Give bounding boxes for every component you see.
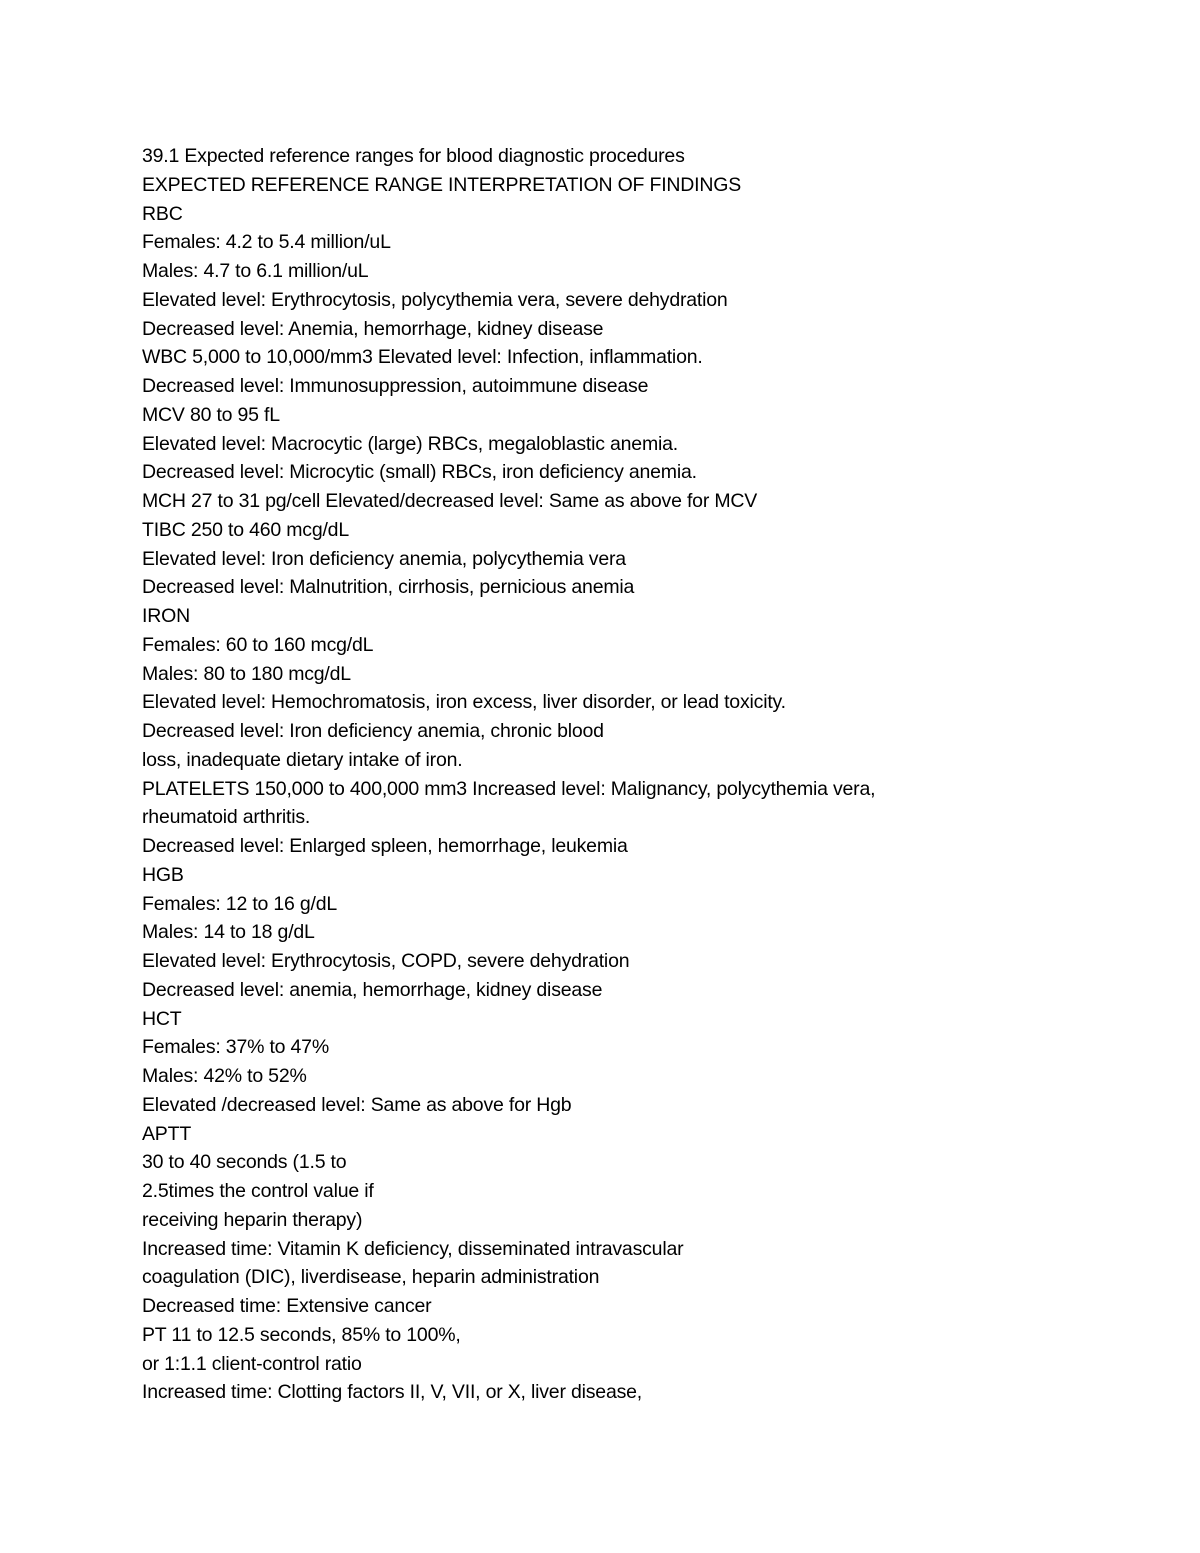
text-line: Elevated level: Iron deficiency anemia, polycythemia vera [142, 547, 626, 570]
text-line: RBC [142, 202, 183, 225]
text-line: Females: 4.2 to 5.4 million/uL [142, 231, 391, 254]
text-line: Decreased level: Microcytic (small) RBCs, iron deficiency anemia. [142, 461, 697, 484]
text-line: Decreased level: Immunosuppression, autoimmune disease [142, 375, 649, 397]
text-line: TIBC 250 to 460 mcg/dL [142, 518, 349, 541]
text-line: Females: 60 to 160 mcg/dL [142, 633, 374, 656]
text-line: Decreased level: Iron deficiency anemia, chronic blood [142, 720, 604, 742]
text-line: coagulation (DIC), liverdisease, heparin administration [142, 1266, 600, 1289]
text-line: Females: 37% to 47% [142, 1036, 329, 1059]
text-line: Decreased time: Extensive cancer [142, 1295, 432, 1317]
text-line: Decreased level: Malnutrition, cirrhosis, pernicious anemia [142, 576, 635, 599]
text-line: rheumatoid arthritis. [142, 806, 311, 829]
text-line: MCV 80 to 95 fL [142, 403, 280, 426]
text-line: IRON [142, 605, 190, 627]
text-line: Males: 4.7 to 6.1 million/uL [142, 260, 369, 282]
text-line: Elevated level: Hemochromatosis, iron excess, liver disorder, or lead toxicity. [142, 691, 786, 714]
text-line: Increased time: Clotting factors II, V, VII, or X, liver disease, [142, 1381, 642, 1404]
text-line: Elevated level: Macrocytic (large) RBCs, megaloblastic anemia. [142, 432, 678, 455]
text-line: Decreased level: Anemia, hemorrhage, kidney disease [142, 317, 604, 340]
text-line: PLATELETS 150,000 to 400,000 mm3 Increased level: Malignancy, polycythemia vera, [142, 777, 876, 800]
text-line: 30 to 40 seconds (1.5 to [142, 1151, 347, 1174]
text-line: Elevated /decreased level: Same as above for Hgb [142, 1093, 572, 1116]
text-line: APTT [142, 1122, 192, 1145]
text-line: Females: 12 to 16 g/dL [142, 892, 338, 915]
text-line: receiving heparin therapy) [142, 1208, 363, 1231]
text-line: Males: 14 to 18 g/dL [142, 921, 315, 944]
document-body [142, 142, 1142, 1407]
text-line: HCT [142, 1007, 182, 1030]
text-line: Elevated level: Erythrocytosis, polycythemia vera, severe dehydration [142, 288, 728, 311]
text-line: Males: 42% to 52% [142, 1065, 307, 1087]
table-header-line: EXPECTED REFERENCE RANGE INTERPRETATION OF FINDINGS [142, 173, 742, 196]
text-line: Decreased level: anemia, hemorrhage, kidney disease [142, 978, 603, 1001]
text-line: Males: 80 to 180 mcg/dL [142, 662, 351, 685]
text-line: loss, inadequate dietary intake of iron. [142, 748, 463, 771]
text-line: HGB [142, 863, 184, 886]
text-line: Increased time: Vitamin K deficiency, disseminated intravascular [142, 1237, 684, 1260]
text-line: or 1:1.1 client-control ratio [142, 1352, 362, 1375]
text-line: MCH 27 to 31 pg/cell Elevated/decreased level: Same as above for MCV [142, 490, 758, 512]
document-title: 39.1 Expected reference ranges for blood diagnostic procedures [142, 145, 685, 167]
text-line: PT 11 to 12.5 seconds, 85% to 100%, [142, 1323, 461, 1346]
text-line: 2.5times the control value if [142, 1180, 374, 1202]
text-line: Decreased level: Enlarged spleen, hemorrhage, leukemia [142, 835, 628, 857]
text-line: WBC 5,000 to 10,000/mm3 Elevated level: Infection, inflammation. [142, 346, 703, 369]
text-line: Elevated level: Erythrocytosis, COPD, severe dehydration [142, 950, 630, 972]
